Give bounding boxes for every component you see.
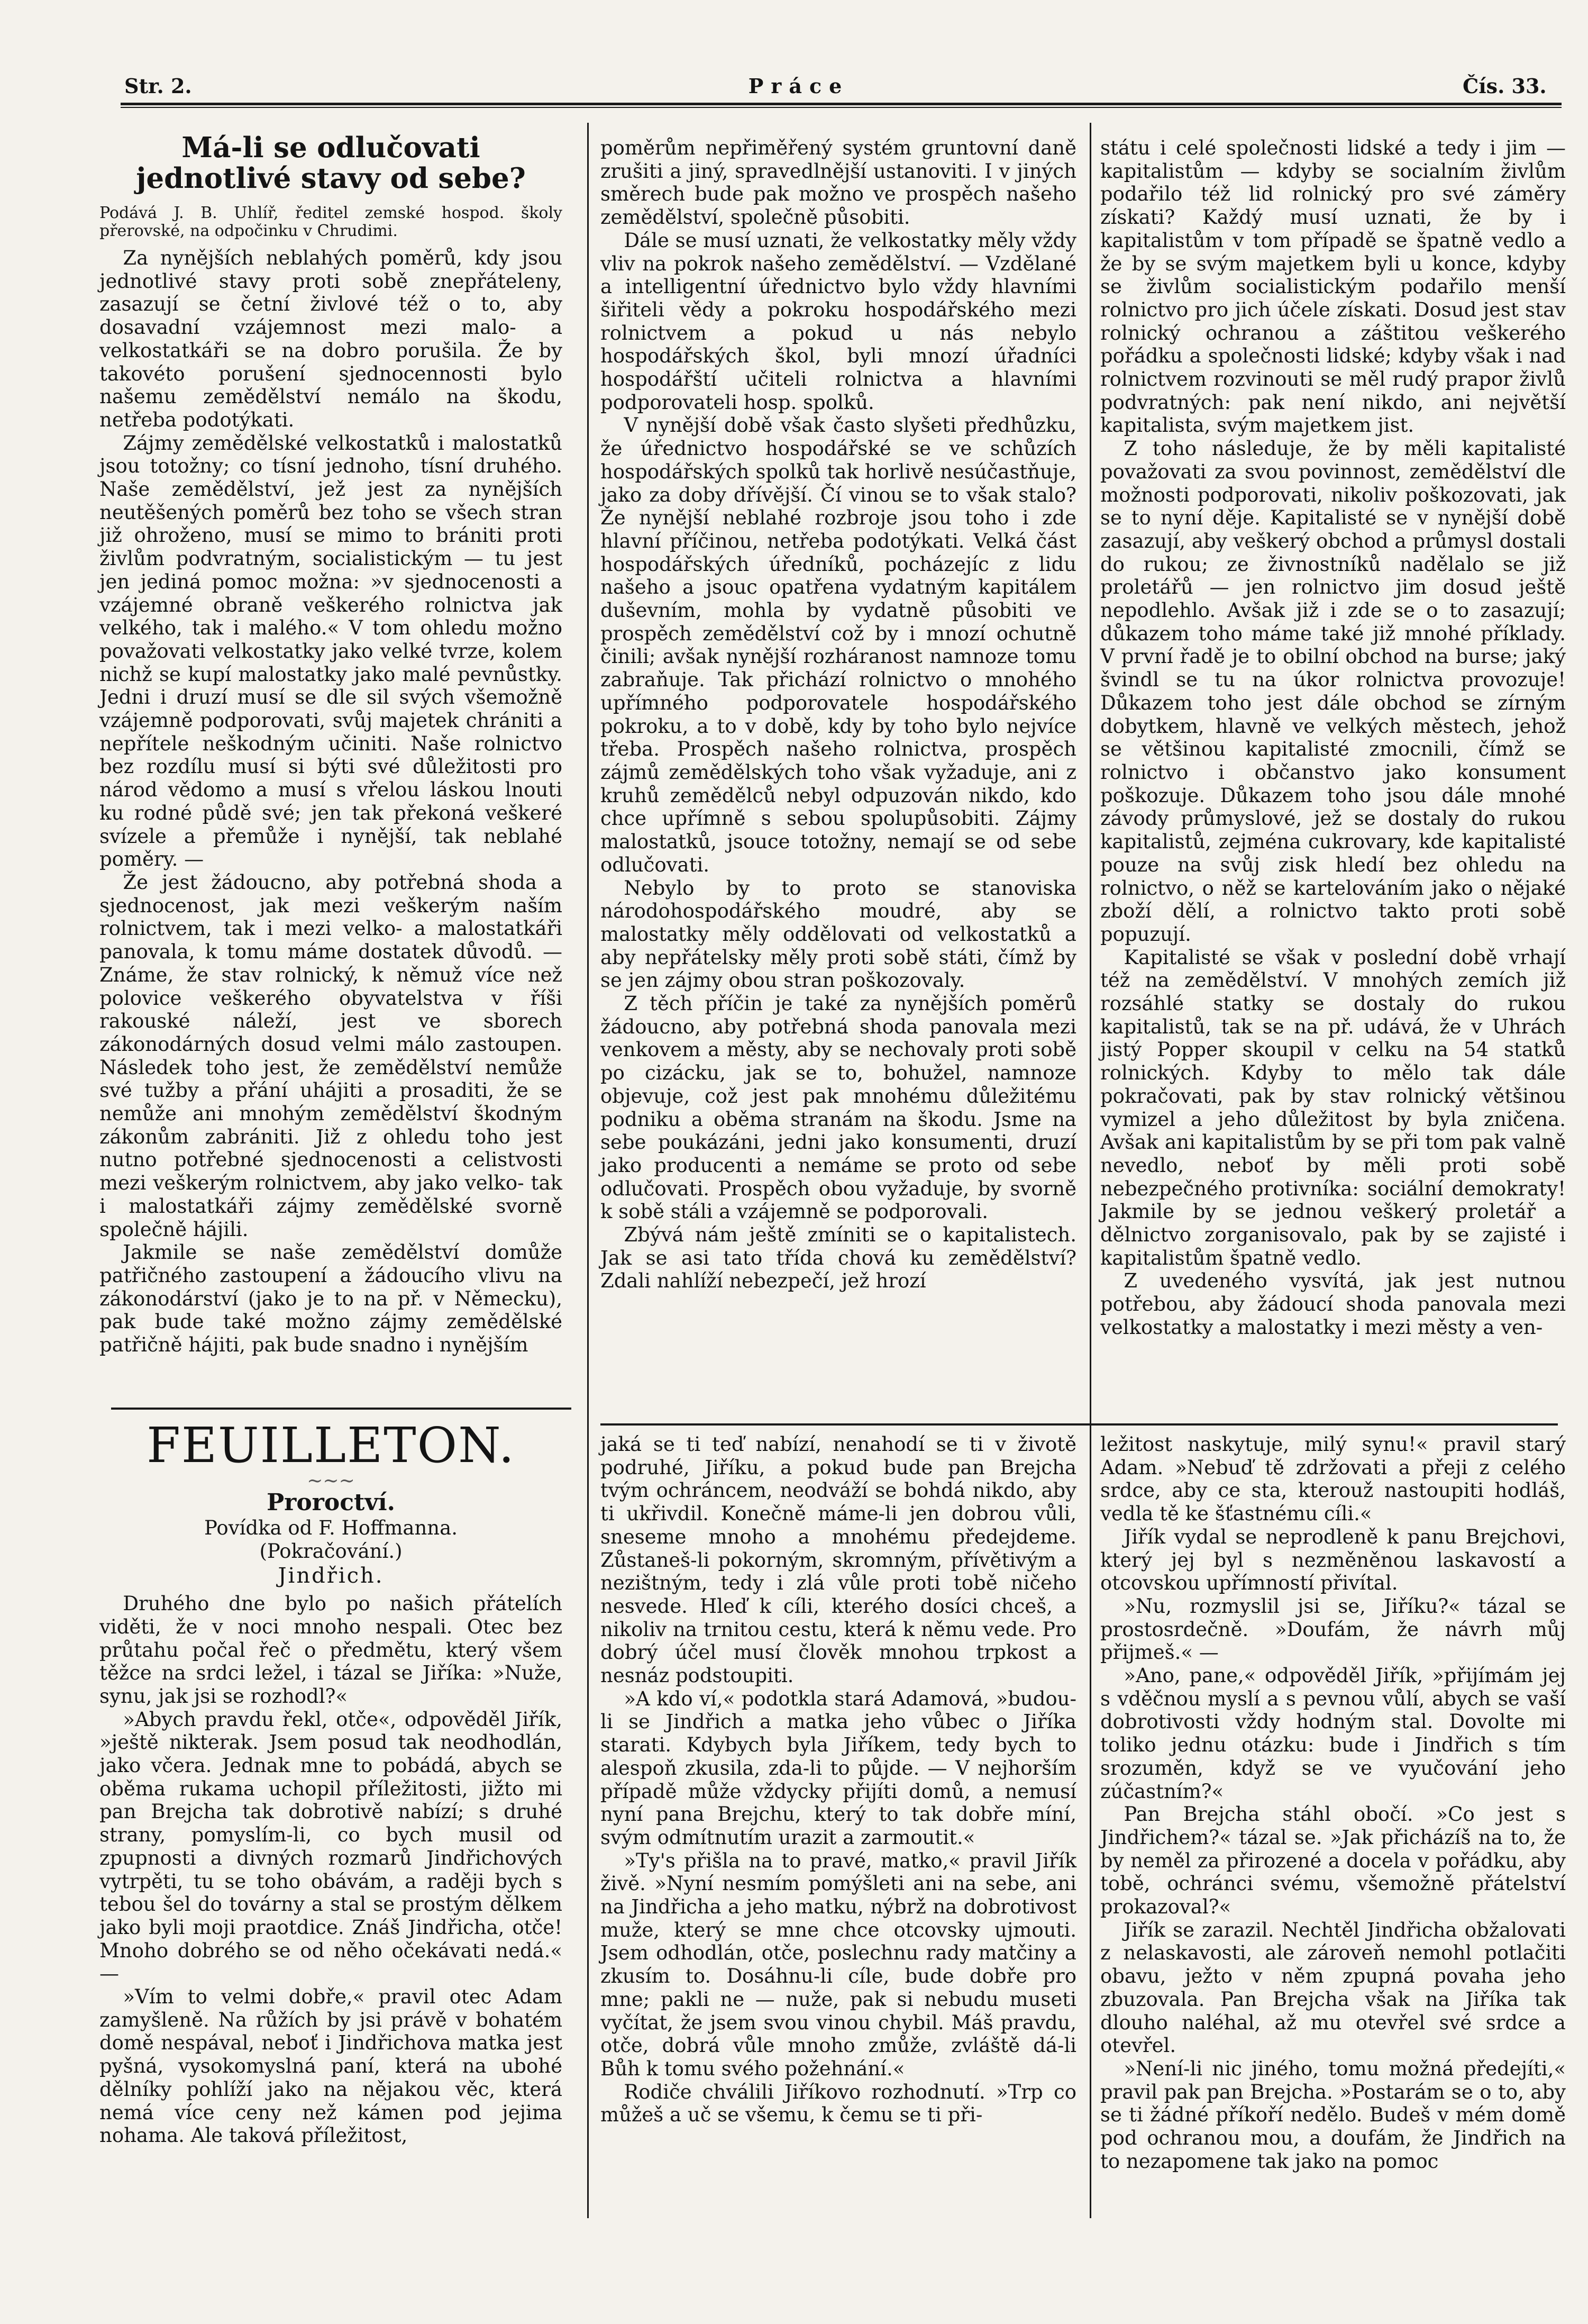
article-paragraph: Jakmile se naše zemědělství domůže patřičného zastoupení a žádoucího vlivu na zákonodárství (jako je to na př. v Německu), pak bude také možno zájmy zemědělské patřičně hájiti, pak bude snadno i nynějším <box>99 1241 562 1357</box>
feuilleton-separator <box>600 1423 1558 1426</box>
article-paragraph: Z toho následuje, že by měli kapitalisté považovati za svou povinnost, zemědělství dle možnosti podporovati, nikoliv poškozovati, jak se to nyní děje. Kapitalisté se v nynější době zasazují, aby veškerý obchod a průmysl dostali do rukou; ze živnostníků nadělalo se již proletářů — jen rolnictvo jim dosud ještě nepodlehlo. Avšak již i zde se o to zasazují; důkazem toho máme také již mnohé příklady. V první řadě je to obilní obchod na burse; jaký švindl se tu na úkor rolnictva provozuje! Důkazem toho jest dále obchod se zírným dobytkem, hlavně ve velkých městech, jehož se většinou kapitalisté zmocnili, čímž se rolnictvo i občanstvo jako konsument poškozuje. Důkazem toho jsou dále mnohé závody průmyslové, jež se dostaly do rukou kapitalistů, zejména cukrovary, kde kapitalisté pouze na svůj zisk hledí bez ohledu na rolnictvo, o něž se kartelováním jako o nějaké zboží dělí, a rolnictvo takto proti sobě popuzují. <box>1100 437 1566 946</box>
feuilleton-separator <box>111 1408 571 1410</box>
feuilleton-column-3 <box>1100 1433 1566 2173</box>
article-paragraph: Dále se musí uznati, že velkostatky měly vždy vliv na pokrok našeho zemědělství. — Vzdělané a intelligentní úřednictvo bylo vždy hlavními šiřiteli vědy a pokroku hospodářského mezi rolnictvem a pokud u nás nebylo hospodářských škol, byli mnozí úřadníci hospodářští učiteli rolnictva a hlavními podporovateli hosp. spolků. <box>600 229 1076 414</box>
feuilleton-column-1 <box>99 1418 562 2147</box>
newspaper-name: Práce <box>748 74 850 98</box>
article-paragraph: Nebylo by to proto se stanoviska národohospodářského moudré, aby se malostatky měly oddělovati od velkostatků a aby nepřátelsky měly proti sobě státi, čímž by se jen zájmy obou stran poškozovaly. <box>600 876 1076 992</box>
feuilleton-heading: FEUILLETON. <box>147 1417 515 1474</box>
article-paragraph: Že jest žádoucno, aby potřebná shoda a sjednocenost, jak mezi veškerým naším rolnictvem, tak i mezi velko- a malostatkáři panovala, k tomu máme dostatek důvodů. — Známe, že stav rolnický, k němuž více než polovice veškerého obyvatelstva v říši rakouské náleží, jest ve sborech zákonodárných dosud velmi málo zastoupen. Následek toho jest, že zemědělství nemůže své tužby a přání uhájiti a prosaditi, že se nemůže ani mnohým zemědělství škodným zákonům zabrániti. Již z ohledu toho jest nutno potřebné sjednocenosti a celistvosti mezi veškerým rolnictvem, aby jako velko- tak i malostatkáři zájmy zemědělské svorně společně hájili. <box>99 870 562 1241</box>
story-paragraph: Rodiče chválili Jiříkovo rozhodnutí. »Trp co můžeš a uč se všemu, k čemu se ti při- <box>600 2080 1076 2127</box>
article-paragraph: Z uvedeného vysvítá, jak jest nutnou potřebou, aby žádoucí shoda panovala mezi velkostatky a malostatky i mezi městy a ven- <box>1100 1269 1566 1339</box>
story-paragraph: »Ty's přišla na to pravé, matko,« pravil Jiřík živě. »Nyní nesmím pomýšleti ani na sebe, ani na Jindřicha a jeho matku, nýbrž na dobrotivost muže, který se mne chce otcovsky ujmouti. Jsem odhodlán, otče, poslechnu rady matčiny a zkusím to. Dosáhnu-li cíle, bude dobře pro mne; pakli ne — nuže, pak si nebudu museti vyčítat, že jsem svou vinou chybil. Máš pravdu, otče, dobrá vůle mnoho zmůže, zvláště dá-li Bůh k tomu svého požehnání.« <box>600 1849 1076 2080</box>
article-paragraph: státu i celé společnosti lidské a tedy i jim — kapitalistům — kdyby se socialním živlům podařilo též lid rolnický pro své záměry získati? Každý musí uznati, že by i kapitalistům v tom případě se špatně vedlo a že by se svým majetkem byli u konce, kdyby se živlům socialistickým podařilo menší rolnictvo pro jich účele získati. Dosud jest stav rolnický ochranou a záštitou veškerého pořádku a společnosti lidské; kdyby však i nad rolnictvem rozvinouti se měl rudý prapor živlů podvratných: pak není nikdo, ani největší kapitalista, svým majetkem jist. <box>1100 137 1566 437</box>
article-paragraph: Zájmy zemědělské velkostatků i malostatků jsou totožny; co tísní jednoho, tísní druhého. Naše zemědělství, jež jest za nynějších neutěšených poměrů bez toho se všech stran již ohroženo, musí se mimo to brániti proti živlům podvratným, socialistickým — tu jest jen jediná pomoc možna: »v sjednocenosti a vzájemné obraně veškerého rolnictva jak velkého, tak i malého.« V tom ohledu možno považovati velkostatky jako velké tvrze, kolem nichž se kupí malostatky jako malé pevnůstky. Jedni i druzí musí se dle sil svých všemožně vzájemně podporovati, svůj majetek chrániti a nepřítele neškodným učiniti. Naše rolnictvo bez rozdílu musí si býti své důležitosti pro národ vědomo a musí s vřelou láskou lnouti ku rodné půdě své; jen tak překoná veškeré svízele a přemůže i nynější, tak neblahé poměry. — <box>99 431 562 871</box>
issue-number: Čís. 33. <box>1463 74 1547 98</box>
column-divider <box>587 123 589 2218</box>
article-paragraph: Za nynějších neblahých poměrů, kdy jsou jednotlivé stavy proti sobě znepřáteleny, zasazují se četní živlové též o to, aby dosavadní vzájemnost mezi malo- a velkostatkáři se na dobro porušila. Že by takovéto porušení sjednocennosti bylo našemu zemědělství nemálo na škodu, netřeba podotýkati. <box>99 247 562 431</box>
article-paragraph: Z těch příčin je také za nynějších poměrů žádoucno, aby potřebná shoda panovala mezi venkovem a městy, aby se nechovaly proti sobě po cizácku, jak se to, bohužel, namnoze objevuje, což jest pak mnohému důležitému podniku a oběma stranám na škodu. Jsme na sebe poukázáni, jedni jako konsumenti, druzí jako producenti a nemáme se proto od sebe odlučovati. Prospěch obou vyžaduje, by svorně k sobě stáli a vzájemně se podporovali. <box>600 992 1076 1223</box>
story-paragraph: »Není-li nic jiného, tomu možná předejíti,« pravil pak pan Brejcha. »Postarám se o to, aby se ti žádné příkoří nedělo. Budeš v mém domě pod ochranou mou, a doufám, že Jindřich na to nezapomene tak jako na pomoc <box>1100 2057 1566 2173</box>
story-paragraph: »Nu, rozmyslil jsi se, Jiříku?« tázal se prostosrdečně. »Doufám, že návrh můj přijmeš.« — <box>1100 1594 1566 1664</box>
story-paragraph: Jiřík vydal se neprodleně k panu Brejchovi, který jej byl s nezměněnou laskavostí a otcovskou upřímností přivítal. <box>1100 1525 1566 1595</box>
column-divider <box>1090 123 1091 2218</box>
story-paragraph: jaká se ti teď nabízí, nenahodí se ti v životě podruhé, Jiříku, a pokud bude pan Brejcha tvým ochráncem, neodváží se bohdá nikdo, aby ti ukřivdil. Konečně máme-li jen dobrou vůli, sneseme mnoho a mnohému předejdeme. Zůstaneš-li pokorným, skromným, přívětivým a nezištným, tedy i zlá vůle proti tobě ničeho nesvede. Hleď k cíli, kterého dosíci chceš, a nikoliv na trnitou cestu, která k němu vede. Pro dobrý účel musí člověk mnohou trpkost a nesnáz podstoupiti. <box>600 1433 1076 1687</box>
story-paragraph: Jiřík se zarazil. Nechtěl Jindřicha obžalovati z nelaskavosti, ale zároveň nemohl potlačiti obavu, ježto v něm zpupná povaha jeho zbuzovala. Pan Brejcha však na Jiříka tak dlouho naléhal, až mu otevřel své srdce a otevřel. <box>1100 1918 1566 2057</box>
ornament: ~~~ <box>307 1470 355 1492</box>
story-continued: (Pokračování.) <box>259 1539 403 1563</box>
article-paragraph: Zbývá nám ještě zmíniti se o kapitalistech. Jak se asi tato třída chová ku zemědělství? Zdali nahlíží nebezpečí, jež hrozí <box>600 1223 1076 1293</box>
story-paragraph: »A kdo ví,« podotkla stará Adamová, »budou-li se Jindřich a matka jeho vůbec o Jiříka starati. Kdybych byla Jiříkem, tedy bych to alespoň zkusila, zda-li to půjde. — V nejhorším případě může vždycky přijíti domů, a nemusí nyní pana Brejchu, který to tak dobře míní, svým odmítnutím urazit a zarmoutit.« <box>600 1687 1076 1849</box>
page-number: Str. 2. <box>124 74 192 98</box>
story-byline: Povídka od F. Hoffmanna. <box>204 1517 458 1539</box>
story-paragraph: Pan Brejcha stáhl obočí. »Co jest s Jindřichem?« tázal se. »Jak přicházíš na to, že by neměl za přirozené a docela v pořádku, aby tobě, ochránci svému, všemožně přátelství prokazoval?« <box>1100 1803 1566 1919</box>
story-paragraph: ležitost naskytuje, milý synu!« pravil starý Adam. »Nebuď tě zdržovati a přeji z celého srdce, aby ce sta, kterouž nastoupiti hodláš, vedla tě ke šťastnému cíli.« <box>1100 1433 1566 1526</box>
article-byline: Podává J. B. Uhlíř, ředitel zemské hospod. školy přerovské, na odpočinku v Chrudimi. <box>99 204 562 240</box>
header-rule-thin <box>121 107 1562 108</box>
article-column-2 <box>600 137 1076 1293</box>
article-paragraph: V nynější době však často slyšeti předhůzku, že úřednictvo hospodářské se ve schůzích hospodářských spolků tak horlivě nesúčastňuje, jako za doby dřívější. Čí vinou se to však stalo? Že nynější neblahé rozbroje jsou toho i zde hlavní příčinou, netřeba podotýkati. Velká část hospodářských úředníků, pocházejíc z lidu našeho a jsouc opatřena vydatným kapitálem duševním, mohla by vydatně působiti ve prospěch zemědělství což by i mnozí ochutně činili; avšak nynější rozháranost namnoze tomu zabraňuje. Tak přichází rolnictvo o mnohého upřímného podporovatele hospodářského pokroku, a to v době, kdy by toho bylo nejvíce třeba. Prospěch našeho rolnictva, prospěch zájmů zemědělských toho však vyžaduje, ani z kruhů zemědělců nebyl odpuzován nikdo, kdo chce upřímně s sebou spolupůsobiti. Zájmy malostatků, jsouce totožny, nemají se od sebe odlučovati. <box>600 414 1076 876</box>
story-title: Proroctví. <box>267 1489 395 1516</box>
article-column-1 <box>99 132 562 1357</box>
chapter-title: Jindřich. <box>278 1564 384 1588</box>
story-paragraph: »Vím to velmi dobře,« pravil otec Adam zamyšleně. Na růžích by jsi právě v bohatém domě nespával, neboť i Jindřichova matka jest pyšná, vysokomyslná paní, která na ubohé dělníky pohlíží jako na nějakou věc, která nemá více ceny než kámen pod jejima nohama. Ale taková příležitost, <box>99 1985 562 2147</box>
article-column-3 <box>1100 137 1566 1339</box>
header-rule <box>121 103 1562 105</box>
article-paragraph: poměrům nepřiměřený systém gruntovní daně zrušiti a jiný, spravedlnější ustanoviti. I v jiných směrech bude pak možno ve prospěch našeho zemědělství, společně působiti. <box>600 137 1076 229</box>
story-paragraph: »Ano, pane,« odpověděl Jiřík, »přijímám jej s vděčnou myslí a s pevnou vůlí, abych se vaší dobrotivosti vždy hodným stal. Dovolte mi toliko jednu otázku: bude i Jindřich s tím srozuměn, když se ve vyučování jeho zúčastním?« <box>1100 1664 1566 1803</box>
story-paragraph: »Abych pravdu řekl, otče«, odpověděl Jiřík, »ještě nikterak. Jsem posud tak neodhodlán, jako včera. Jednak mne to pobádá, abych se oběma rukama uchopil příležitosti, jižto mi pan Brejcha tak dobrotivě nabízí; s druhé strany, pomyslím-li, co bych musil od zpupnosti a divných rozmarů Jindřichových vytrpěti, tu se toho obávám, a raději bych s tebou šel do továrny a stal se prostým dělkem jako byli moji praotdice. Znáš Jindřicha, otče! Mnoho dobrého se od něho očekávati nedá.« — <box>99 1708 562 1985</box>
feuilleton-column-2 <box>600 1433 1076 2127</box>
story-paragraph: Druhého dne bylo po našich přátelích viděti, že v noci mnoho nespali. Otec bez průtahu počal řeč o předmětu, který všem těžce na srdci ležel, i tázal se Jiříka: »Nuže, synu, jak jsi se rozhodl?« <box>99 1592 562 1708</box>
article-title: Má-li se odlučovati jednotlivé stavy od sebe? <box>136 131 526 195</box>
article-paragraph: Kapitalisté se však v poslední době vrhají též na zemědělství. V mnohých zemích již rozsáhlé statky se dostaly do rukou kapitalistů, tak se na př. udává, že v Uhrách jistý Popper skoupil v celku na 54 statků rolnických. Kdyby to mělo tak dále pokračovati, pak by stav rolnický většinou vymizel a jeho důležitost by byla zničena. Avšak ani kapitalistům by se při tom pak valně nevedlo, neboť by měli proti sobě nebezpečného protivníka: sociální demokraty! Jakmile by se jednou veškerý proletář a dělnictvo zorganisovalo, pak by se zajisté i kapitalistům špatně vedlo. <box>1100 946 1566 1269</box>
